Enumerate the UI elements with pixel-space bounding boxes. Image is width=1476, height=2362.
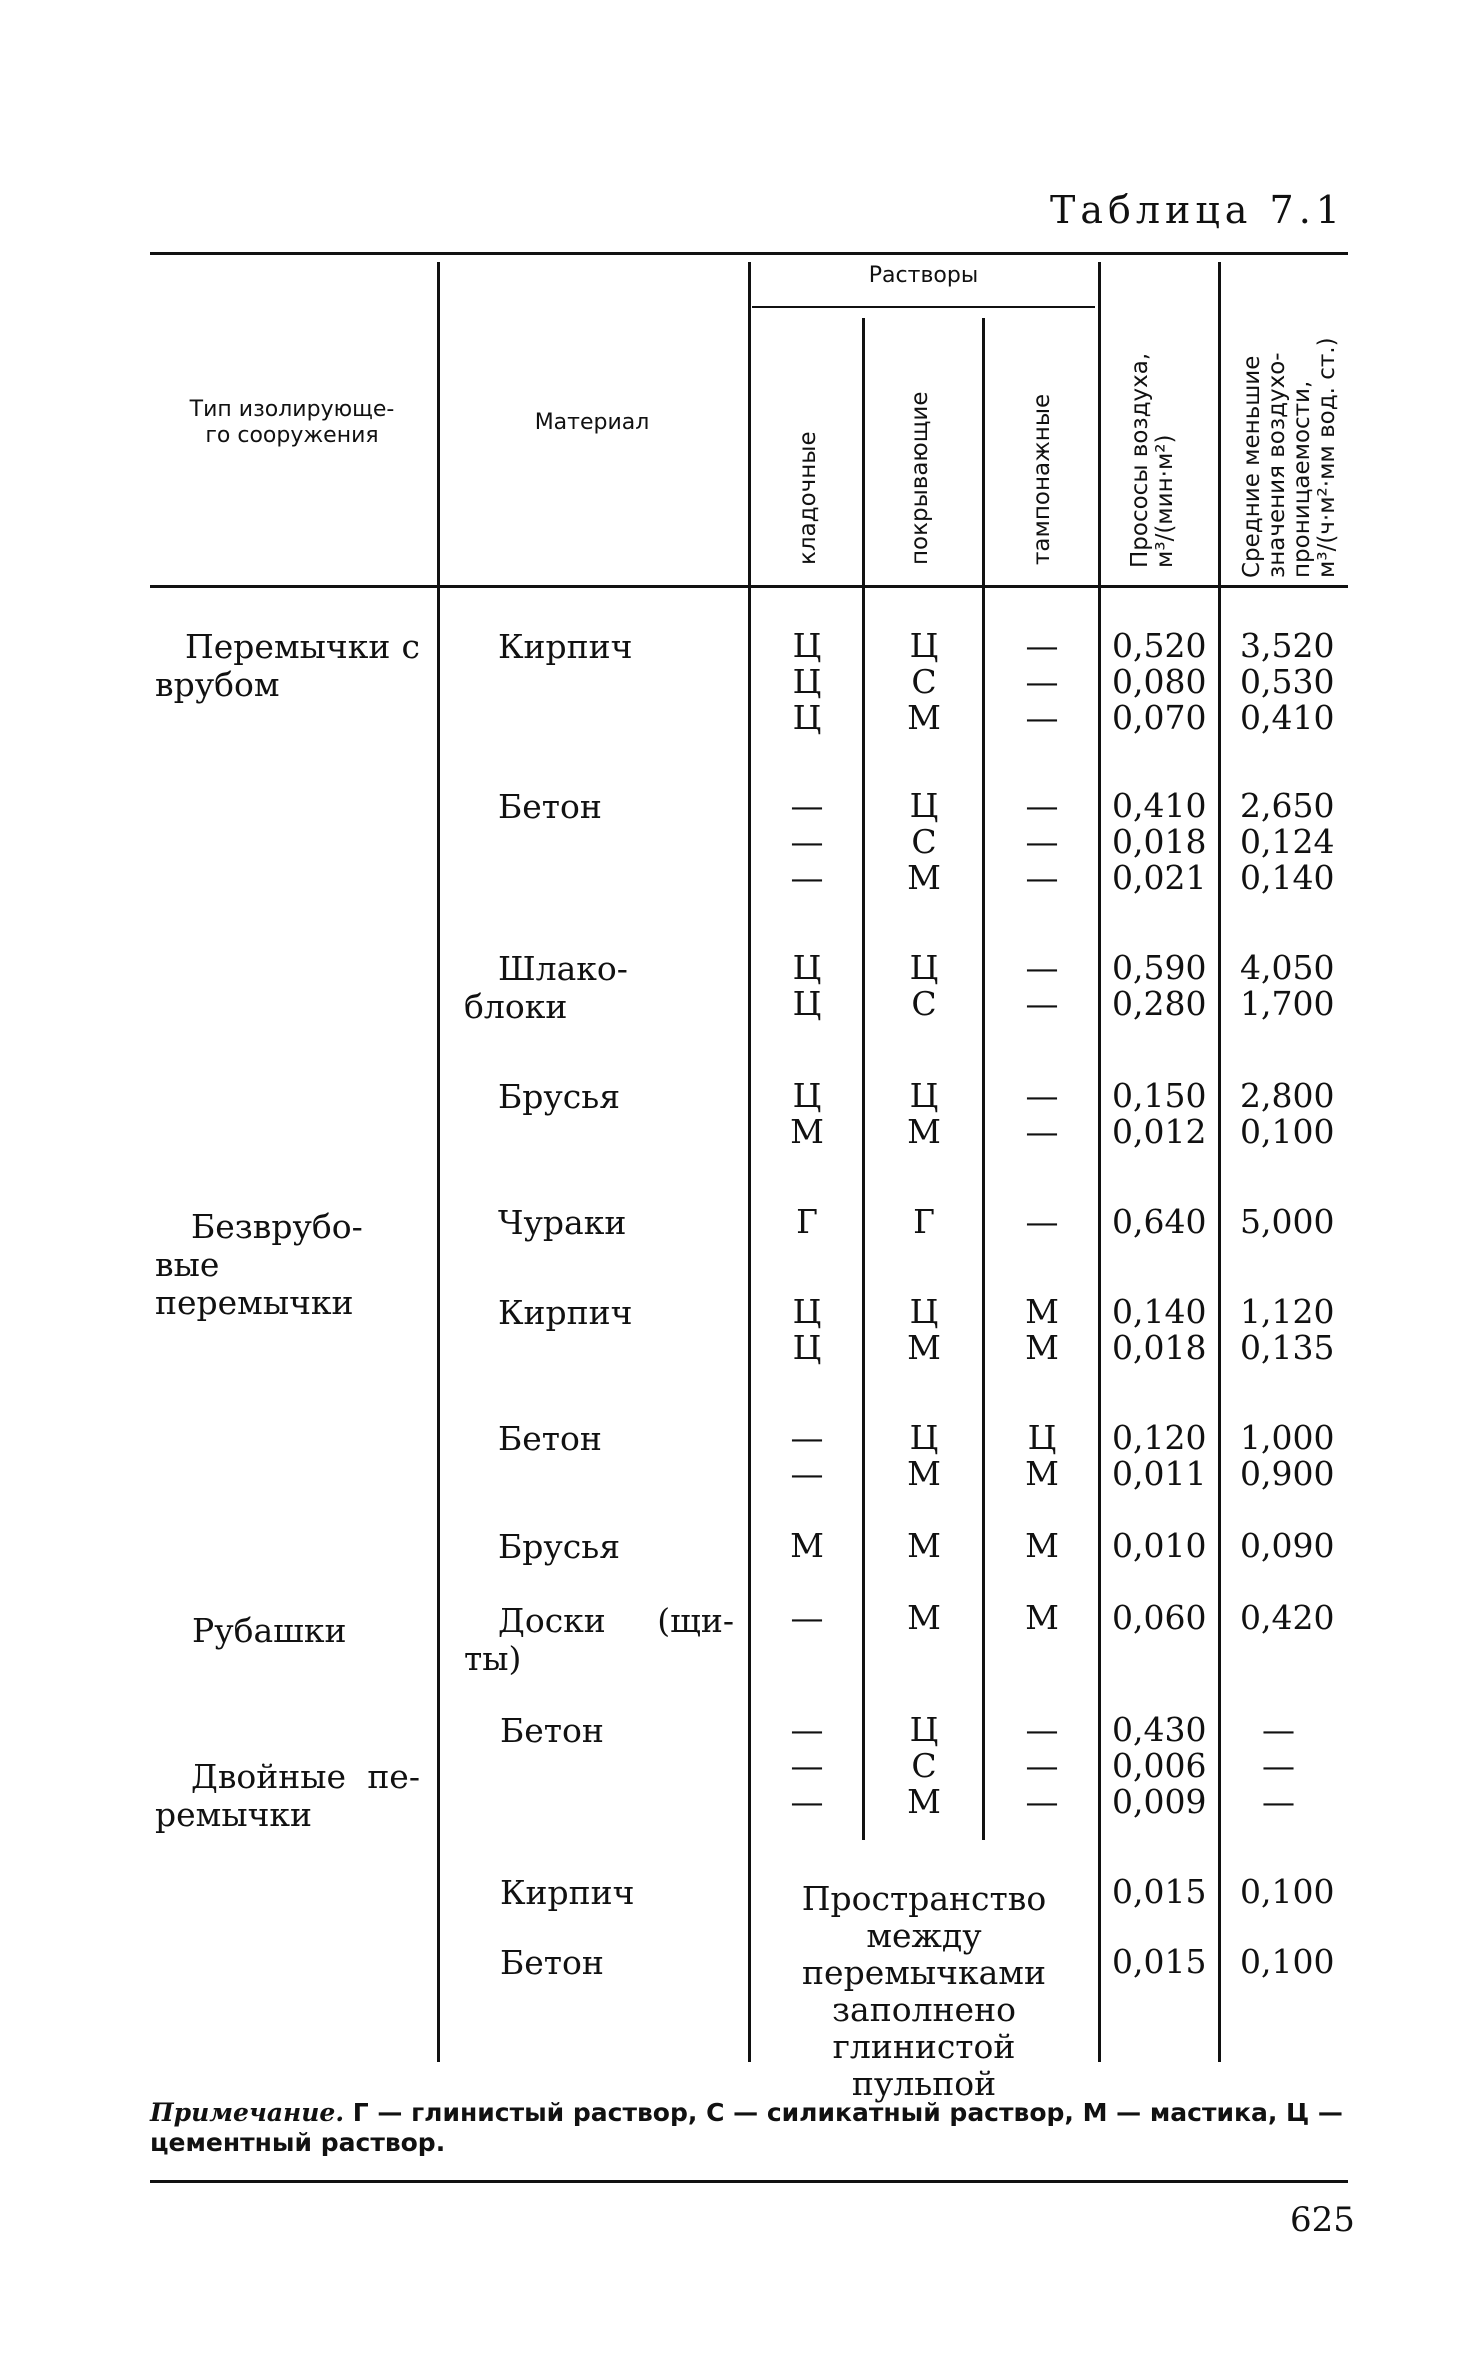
- material-line: Бетон: [498, 787, 602, 826]
- header-perm-line2: значения воздухо-: [1264, 352, 1290, 578]
- material-line: блоки: [464, 987, 568, 1026]
- laying-value: М: [790, 1526, 824, 1565]
- col-divider-coating: [982, 318, 985, 1840]
- leak-value: 0,430: [1112, 1710, 1207, 1749]
- leak-value: 0,410: [1112, 786, 1207, 825]
- type-label: [155, 1208, 420, 1322]
- space-note: Пространство между перемычками заполнено глинистой пульпой: [801, 1879, 1047, 2103]
- laying-value: —: [790, 786, 824, 825]
- leak-value: 0,640: [1112, 1202, 1207, 1241]
- leak-value: 0,018: [1112, 1328, 1207, 1367]
- perm-value: 0,900: [1240, 1454, 1335, 1493]
- grouting-value: —: [1025, 1746, 1059, 1785]
- laying-value: —: [790, 858, 824, 897]
- perm-value: 4,050: [1240, 948, 1335, 987]
- perm-value: 2,650: [1240, 786, 1335, 825]
- material-line: Доски (щи-: [498, 1601, 734, 1640]
- laying-value: —: [790, 1598, 824, 1637]
- grouting-value: —: [1025, 1112, 1059, 1151]
- perm-value: 0,140: [1240, 858, 1335, 897]
- leak-value: 0,080: [1112, 662, 1207, 701]
- header-type-line2: го сооружения: [205, 423, 379, 448]
- grouting-value: М: [1025, 1328, 1059, 1367]
- leak-value: 0,021: [1112, 858, 1207, 897]
- grouting-value: М: [1025, 1598, 1059, 1637]
- material-line: Кирпич: [498, 1293, 633, 1332]
- grouting-value: —: [1025, 948, 1059, 987]
- grouting-value: —: [1025, 626, 1059, 665]
- col-divider-type: [437, 262, 440, 2062]
- laying-value: Г: [796, 1202, 818, 1241]
- header-type-line1: Тип изолирующе-: [189, 397, 395, 422]
- type-line2: врубом: [155, 665, 280, 704]
- col-divider-material: [748, 262, 751, 2062]
- perm-value: 0,530: [1240, 662, 1335, 701]
- material-label: [498, 628, 738, 666]
- col-divider-leak: [1218, 262, 1221, 2062]
- coating-value: Г: [913, 1202, 935, 1241]
- type-line1: Двойные пе-: [191, 1757, 420, 1796]
- leak-value: 0,006: [1112, 1746, 1207, 1785]
- coating-value: М: [907, 1598, 941, 1637]
- laying-value: Ц: [792, 948, 822, 987]
- material-line: Кирпич: [500, 1873, 635, 1912]
- grouting-value: —: [1025, 1782, 1059, 1821]
- perm-value: 0,100: [1240, 1112, 1335, 1151]
- footnote-label: Примечание.: [150, 2098, 345, 2127]
- leak-value: 0,015: [1112, 1942, 1207, 1981]
- leak-value: 0,280: [1112, 984, 1207, 1023]
- material-label: [498, 1294, 738, 1332]
- type-line2: ремычки: [155, 1795, 313, 1834]
- laying-value: —: [790, 1454, 824, 1493]
- material-line: Бетон: [498, 1419, 602, 1458]
- grouting-value: —: [1025, 1202, 1059, 1241]
- footnote: [150, 2098, 1350, 2158]
- grouting-value: —: [1025, 984, 1059, 1023]
- note-bottom-rule: [150, 2180, 1348, 2183]
- leak-value: 0,012: [1112, 1112, 1207, 1151]
- grouting-value: М: [1025, 1292, 1059, 1331]
- header-solutions: Растворы: [868, 263, 979, 288]
- grouting-value: —: [1025, 786, 1059, 825]
- header-leak-line1: Прососы воздуха,: [1127, 352, 1153, 568]
- material-line: Кирпич: [498, 627, 633, 666]
- material-line: ты): [464, 1639, 522, 1678]
- coating-value: М: [907, 1328, 941, 1367]
- coating-value: Ц: [909, 1418, 939, 1457]
- coating-value: С: [911, 984, 937, 1023]
- material-label: [498, 1078, 738, 1116]
- coating-value: Ц: [909, 1710, 939, 1749]
- material-line: Бетон: [500, 1711, 604, 1750]
- coating-value: М: [907, 1526, 941, 1565]
- grouting-value: —: [1025, 1076, 1059, 1115]
- coating-value: М: [907, 698, 941, 737]
- header-leak-line2: м³/(мин·м²): [1152, 434, 1178, 568]
- material-label: [498, 788, 738, 826]
- type-label: [155, 1758, 420, 1834]
- grouting-value: —: [1025, 698, 1059, 737]
- type-label: [192, 1612, 422, 1650]
- laying-value: —: [790, 1782, 824, 1821]
- laying-value: Ц: [792, 662, 822, 701]
- leak-value: 0,010: [1112, 1526, 1207, 1565]
- perm-value: 0,090: [1240, 1526, 1335, 1565]
- solutions-rule: [752, 306, 1095, 308]
- material-line: Брусья: [498, 1077, 621, 1116]
- perm-value: 0,135: [1240, 1328, 1335, 1367]
- coating-value: Ц: [909, 1292, 939, 1331]
- type-line1: Рубашки: [192, 1611, 347, 1650]
- coating-value: Ц: [909, 948, 939, 987]
- perm-value: 0,100: [1240, 1942, 1335, 1981]
- leak-value: 0,120: [1112, 1418, 1207, 1457]
- leak-value: 0,070: [1112, 698, 1207, 737]
- grouting-value: М: [1025, 1526, 1059, 1565]
- leak-value: 0,140: [1112, 1292, 1207, 1331]
- perm-value: 1,120: [1240, 1292, 1335, 1331]
- material-line: Бетон: [500, 1943, 604, 1982]
- perm-value: 1,000: [1240, 1418, 1335, 1457]
- grouting-value: —: [1025, 662, 1059, 701]
- grouting-value: М: [1025, 1454, 1059, 1493]
- leak-value: 0,060: [1112, 1598, 1207, 1637]
- material-label: [498, 1528, 738, 1566]
- table-title: Таблица 7.1: [1050, 188, 1345, 232]
- header-permeability: [1240, 337, 1340, 578]
- coating-value: С: [911, 662, 937, 701]
- laying-value: Ц: [792, 984, 822, 1023]
- laying-value: Ц: [792, 626, 822, 665]
- perm-value: 5,000: [1240, 1202, 1335, 1241]
- leak-value: 0,009: [1112, 1782, 1207, 1821]
- top-rule: [150, 252, 1348, 255]
- page-number: 625: [1290, 2200, 1355, 2240]
- laying-value: Ц: [792, 1076, 822, 1115]
- header-perm-line3: проницаемости,: [1289, 380, 1315, 578]
- perm-value: —: [1262, 1782, 1295, 1821]
- type-line1: Перемычки с: [185, 627, 420, 666]
- header-perm-line1: Средние меньшие: [1239, 355, 1265, 578]
- coating-value: Ц: [909, 626, 939, 665]
- leak-value: 0,520: [1112, 626, 1207, 665]
- material-line: Чураки: [498, 1203, 627, 1242]
- header-grouting: тампонажные: [1029, 393, 1055, 565]
- laying-value: Ц: [792, 1292, 822, 1331]
- header-coating: покрывающие: [907, 391, 933, 565]
- perm-value: 2,800: [1240, 1076, 1335, 1115]
- coating-value: М: [907, 1454, 941, 1493]
- col-divider-solutions: [1098, 262, 1101, 2062]
- col-divider-laying: [862, 318, 865, 1840]
- laying-value: М: [790, 1112, 824, 1151]
- laying-value: Ц: [792, 1328, 822, 1367]
- header-type: [150, 397, 434, 449]
- material-line: Брусья: [498, 1527, 621, 1566]
- material-label: [498, 1204, 738, 1242]
- coating-value: М: [907, 858, 941, 897]
- material-label: [500, 1944, 740, 1982]
- type-line2: вые перемычки: [155, 1245, 354, 1322]
- coating-value: Ц: [909, 1076, 939, 1115]
- header-laying: кладочные: [795, 431, 821, 565]
- leak-value: 0,018: [1112, 822, 1207, 861]
- grouting-value: —: [1025, 822, 1059, 861]
- perm-value: 0,420: [1240, 1598, 1335, 1637]
- type-line1: Безврубо-: [191, 1207, 363, 1246]
- perm-value: 3,520: [1240, 626, 1335, 665]
- perm-value: 1,700: [1240, 984, 1335, 1023]
- footnote-text: Г — глинистый раствор, С — силикатный раствор, М — мастика, Ц — цементный раствор.: [150, 2098, 1343, 2157]
- material-label: [500, 1712, 740, 1750]
- coating-value: С: [911, 822, 937, 861]
- material-label: [498, 1420, 738, 1458]
- material-line: Шлако-: [498, 949, 628, 988]
- laying-value: —: [790, 1746, 824, 1785]
- laying-value: —: [790, 1418, 824, 1457]
- leak-value: 0,590: [1112, 948, 1207, 987]
- perm-value: —: [1262, 1746, 1295, 1785]
- perm-value: 0,100: [1240, 1872, 1335, 1911]
- grouting-value: —: [1025, 858, 1059, 897]
- material-label: [500, 1874, 740, 1912]
- header-material: Материал: [534, 410, 650, 435]
- header-perm-line4: м³/(ч·м²·мм вод. ст.): [1314, 337, 1340, 578]
- coating-value: М: [907, 1112, 941, 1151]
- laying-value: Ц: [792, 698, 822, 737]
- grouting-value: Ц: [1027, 1418, 1057, 1457]
- perm-value: —: [1262, 1710, 1295, 1749]
- coating-value: Ц: [909, 786, 939, 825]
- type-label: [155, 628, 420, 704]
- leak-value: 0,150: [1112, 1076, 1207, 1115]
- header-leak: [1128, 353, 1178, 568]
- grouting-value: —: [1025, 1710, 1059, 1749]
- laying-value: —: [790, 1710, 824, 1749]
- leak-value: 0,011: [1112, 1454, 1207, 1493]
- perm-value: 0,124: [1240, 822, 1335, 861]
- laying-value: —: [790, 822, 824, 861]
- coating-value: С: [911, 1746, 937, 1785]
- perm-value: 0,410: [1240, 698, 1335, 737]
- leak-value: 0,015: [1112, 1872, 1207, 1911]
- coating-value: М: [907, 1782, 941, 1821]
- material-label: [464, 950, 734, 1026]
- material-label: [464, 1602, 734, 1678]
